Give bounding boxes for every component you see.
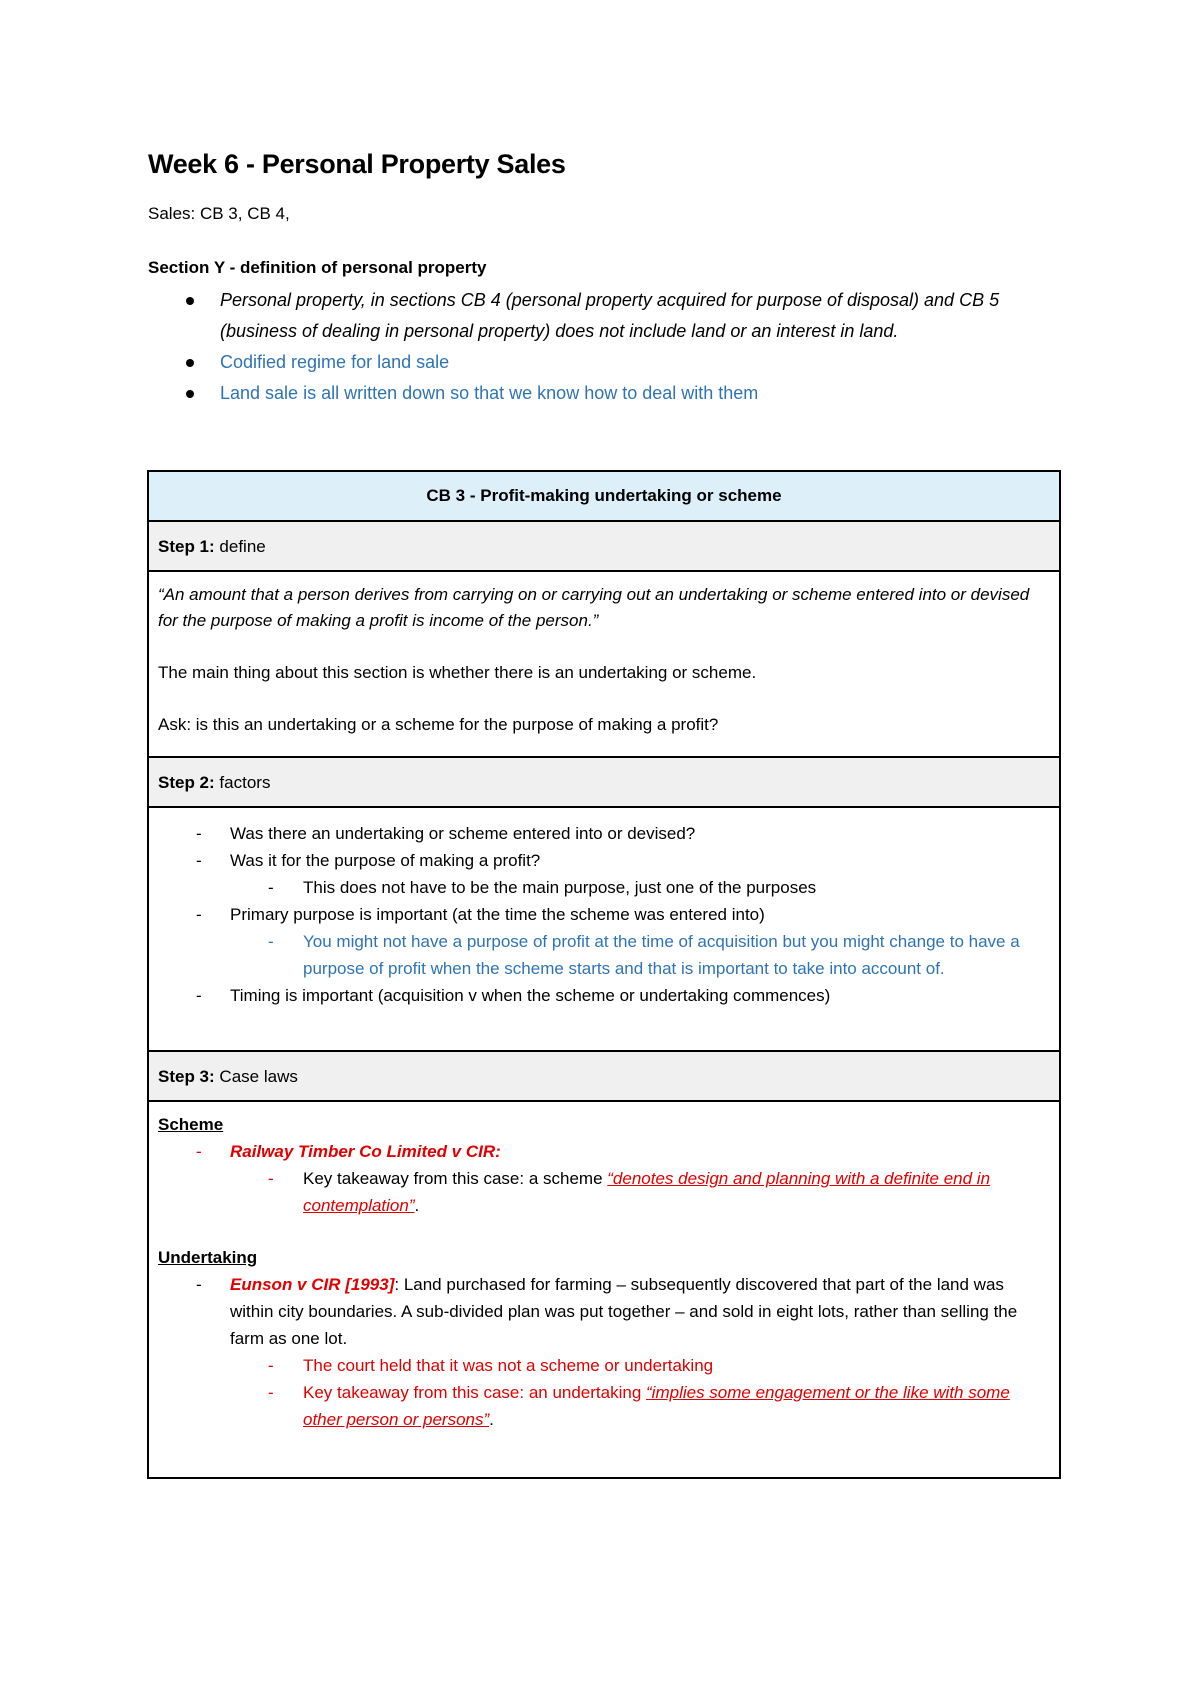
dash-icon: - — [196, 1275, 202, 1294]
dash-icon: - — [268, 878, 274, 897]
step3-body — [149, 1100, 1059, 1477]
scheme-heading: Scheme — [158, 1115, 224, 1134]
step2-row — [149, 756, 1059, 806]
dash-icon: - — [268, 1383, 274, 1402]
list-item: - Was it for the purpose of making a profit? — [158, 847, 1050, 874]
dash-icon: - — [196, 905, 202, 924]
list-item: - Key takeaway from this case: a scheme “denotes design and planning with a definite end in contemplation”. — [158, 1165, 1050, 1219]
step3-row — [149, 1050, 1059, 1100]
step3-label: Step 3: — [158, 1067, 215, 1086]
table-header: CB 3 - Profit-making undertaking or scheme — [149, 472, 1059, 520]
dash-icon: - — [268, 932, 274, 951]
undertaking-list — [158, 1271, 1050, 1433]
bullet-item — [148, 285, 1068, 347]
step3-text: Case laws — [219, 1067, 298, 1086]
dash-icon: - — [196, 986, 202, 1005]
factors-list — [158, 820, 1050, 1009]
list-item: - Was there an undertaking or scheme entered into or devised? — [158, 820, 1050, 847]
ask-text: Ask: is this an undertaking or a scheme for the purpose of making a profit? — [158, 715, 719, 734]
page-title: Week 6 - Personal Property Sales — [148, 149, 566, 179]
bullet-item — [148, 378, 1068, 409]
step1-label: Step 1: — [158, 537, 215, 556]
section-y-bullets — [148, 285, 1068, 409]
step2-label: Step 2: — [158, 773, 215, 792]
step2-text: factors — [219, 773, 271, 792]
bullet-item — [148, 347, 1068, 378]
list-item: - Eunson v CIR [1993]: Land purchased for farming – subsequently discovered that part of the land was within city boundaries. A sub-divided plan was put together – and sold in eight lots, rather than selling the farm as one lot. — [158, 1271, 1050, 1352]
step1-body — [149, 570, 1059, 756]
list-item: - You might not have a purpose of profit at the time of acquisition but you might change to have a purpose of profit when the scheme starts and that is important to take into account of. — [158, 928, 1050, 982]
section-y-heading: Section Y - definition of personal property — [148, 258, 487, 277]
dash-icon: - — [196, 1142, 202, 1161]
dash-icon: - — [268, 1356, 274, 1375]
bullet-dot-icon — [186, 297, 194, 305]
list-item: - Timing is important (acquisition v when the scheme or undertaking commences) — [158, 982, 1050, 1009]
list-item — [158, 1138, 1050, 1165]
step1-row — [149, 520, 1059, 570]
definition-quote: “An amount that a person derives from carrying on or carrying out an undertaking or scheme entered into or devised for the purpose of making a profit is income of the person.” — [158, 585, 1030, 630]
scheme-list — [158, 1138, 1050, 1219]
takeaway-quote: “implies some engagement or the like with some other person or persons” — [303, 1383, 1010, 1429]
case-name: Railway Timber Co Limited v CIR: — [230, 1142, 501, 1161]
bullet-dot-icon — [186, 390, 194, 398]
list-item: - This does not have to be the main purpose, just one of the purposes — [158, 874, 1050, 901]
list-item: - Key takeaway from this case: an undertaking “implies some engagement or the like with some other person or persons”. — [158, 1379, 1050, 1433]
case-name: Eunson v CIR [1993] — [230, 1275, 395, 1294]
list-item: - The court held that it was not a scheme or undertaking — [158, 1352, 1050, 1379]
dash-icon: - — [268, 1169, 274, 1188]
bullet-text: Personal property, in sections CB 4 (personal property acquired for purpose of disposal) and CB 5 (business of dealing in personal property) does not include land or an interest in land. — [220, 290, 1000, 341]
takeaway-quote: “denotes design and planning with a definite end in contemplation” — [303, 1169, 991, 1215]
bullet-text: Land sale is all written down so that we know how to deal with them — [220, 383, 759, 403]
step1-text: define — [219, 537, 266, 556]
undertaking-heading: Undertaking — [158, 1248, 258, 1267]
dash-icon: - — [196, 851, 202, 870]
cb3-table — [147, 470, 1061, 1479]
bullet-dot-icon — [186, 359, 194, 367]
page-subtitle: Sales: CB 3, CB 4, — [148, 204, 290, 223]
step2-body — [149, 806, 1059, 1050]
main-thing-text: The main thing about this section is whether there is an undertaking or scheme. — [158, 663, 757, 682]
bullet-text: Codified regime for land sale — [220, 352, 450, 372]
dash-icon: - — [196, 824, 202, 843]
list-item: - Primary purpose is important (at the time the scheme was entered into) — [158, 901, 1050, 928]
